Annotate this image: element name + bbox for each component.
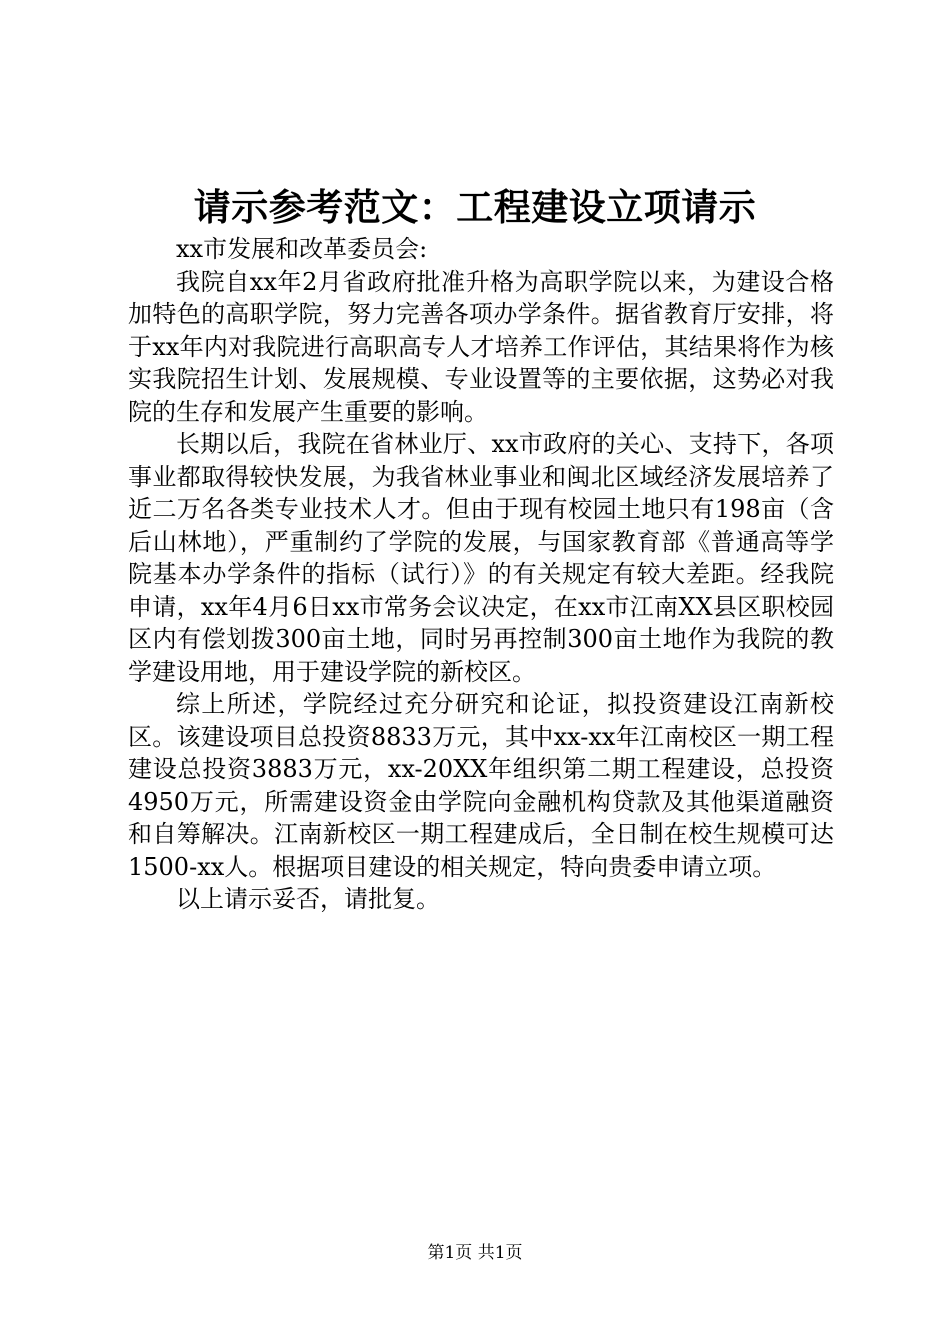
document-title: 请示参考范文：工程建设立项请示 [193, 186, 757, 229]
paragraph-background: 我院自xx年2月省政府批准升格为高职学院以来，为建设合格加特色的高职学院，努力完善各项办学条件。据省教育厅安排，将于xx年内对我院进行高职高专人才培养工作评估，其结果将作为核实我院招生计划、发展规模、专业设置等的主要依据，这势必对我院的生存和发展产生重要的影响。 [128, 267, 834, 426]
salutation: xx市发展和改革委员会: [176, 235, 428, 263]
page-number-footer: 第1页 共1页 [427, 1243, 523, 1263]
paragraph-closing: 以上请示妥否，请批复。 [176, 885, 440, 913]
document-body [128, 233, 834, 916]
paragraph-land-situation: 长期以后，我院在省林业厅、xx市政府的关心、支持下，各项事业都取得较快发展，为我省林业事业和闽北区域经济发展培养了近二万名各类专业技术人才。但由于现有校园土地只有198亩（含后山林地），严重制约了学院的发展，与国家教育部《普通高等学院基本办学条件的指标（试行）》的有关规定有较大差距。经我院申请，xx年4月6日xx市常务会议决定，在xx市江南XX县区职校园区内有偿划拨300亩土地，同时另再控制300亩土地作为我院的教学建设用地，用于建设学院的新校区。 [128, 430, 834, 686]
paragraph-investment-plan: 综上所述，学院经过充分研究和论证，拟投资建设江南新校区。该建设项目总投资8833万元，其中xx-xx年江南校区一期工程建设总投资3883万元，xx-20XX年组织第二期工程建设，总投资4950万元，所需建设资金由学院向金融机构贷款及其他渠道融资和自筹解决。江南新校区一期工程建成后，全日制在校生规模可达1500-xx人。根据项目建设的相关规定，特向贵委申请立项。 [128, 690, 834, 881]
